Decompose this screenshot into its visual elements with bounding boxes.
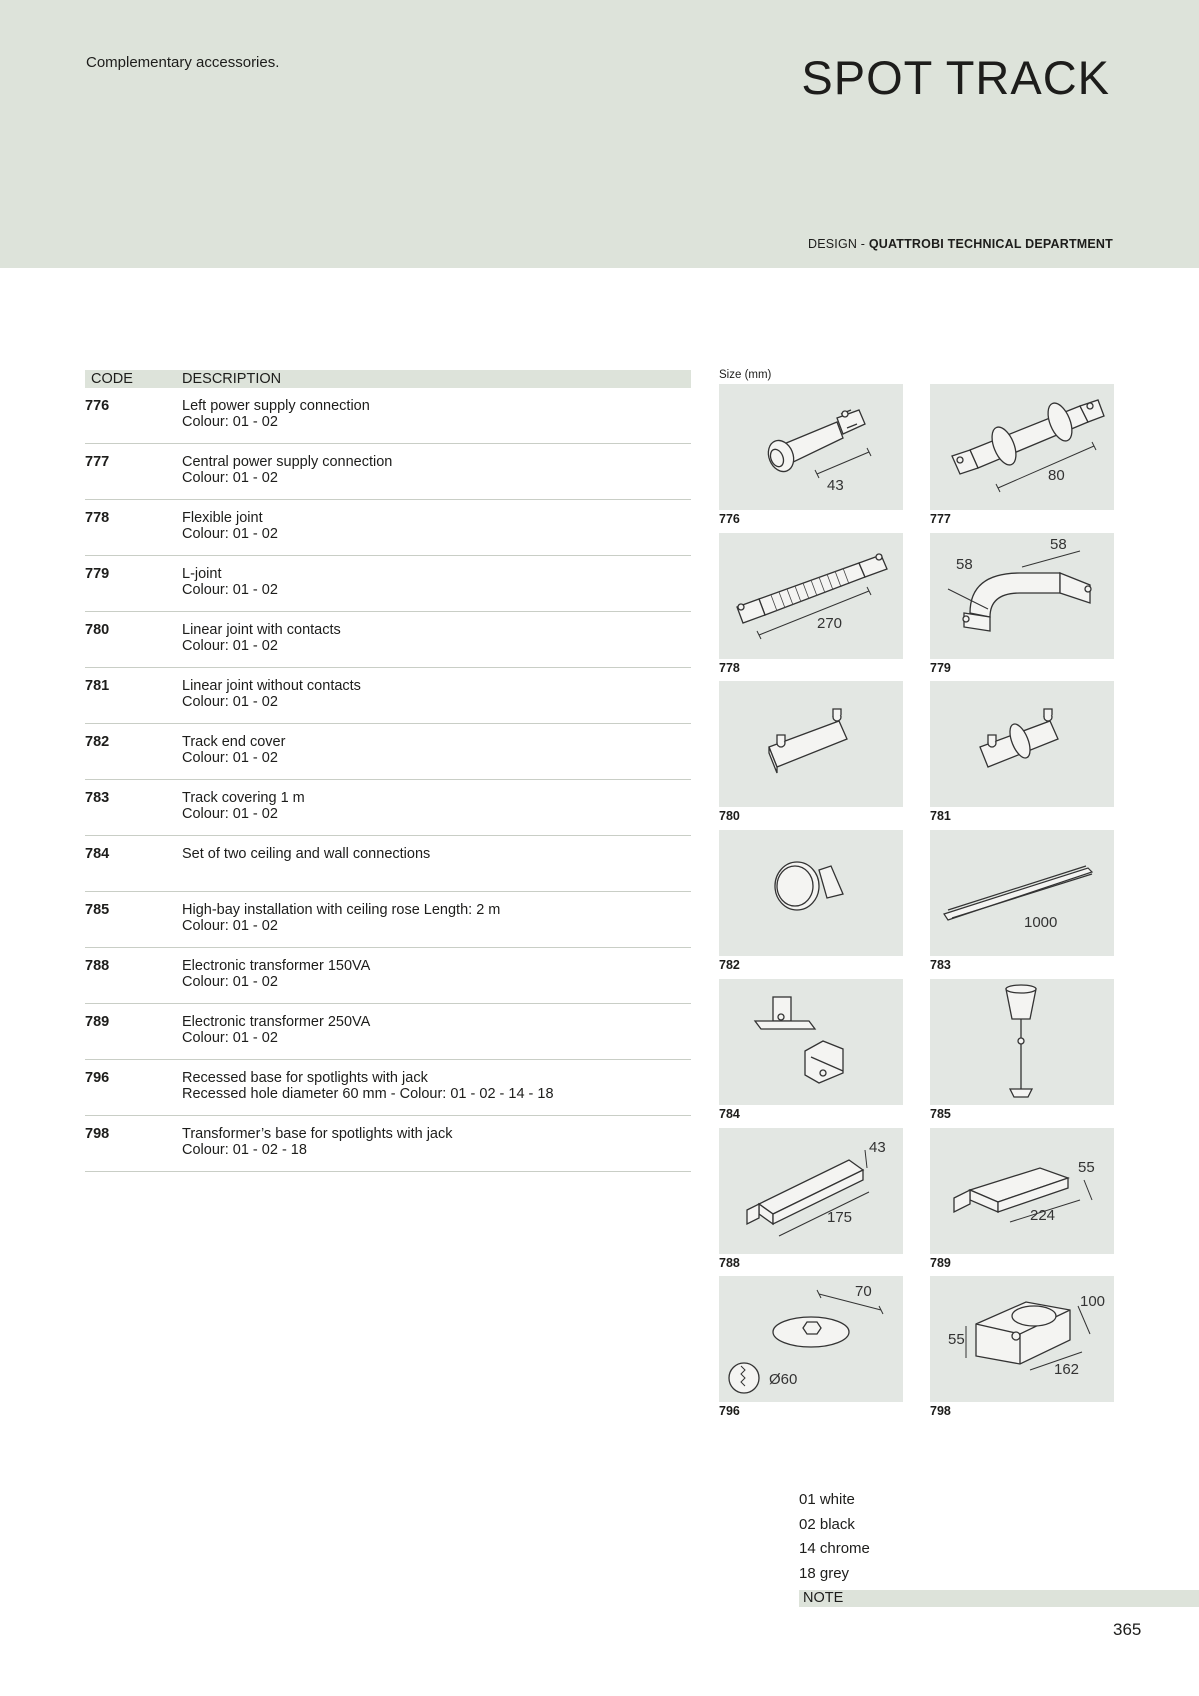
product-code: 780 bbox=[85, 622, 110, 638]
table-row bbox=[85, 612, 691, 668]
transformer-150va-illustration bbox=[719, 1128, 903, 1254]
column-header-code: CODE bbox=[91, 371, 133, 387]
product-image-779 bbox=[930, 533, 1114, 659]
product-code: 782 bbox=[85, 734, 110, 750]
colour-line: Colour: 01 - 02 bbox=[182, 470, 278, 486]
table-body bbox=[85, 388, 691, 1172]
dim-label: 175 bbox=[827, 1209, 853, 1226]
product-image-789 bbox=[930, 1128, 1114, 1254]
linear-joint-no-contacts-illustration bbox=[930, 681, 1114, 807]
description-line: Track end cover bbox=[182, 734, 286, 750]
design-prefix: DESIGN - bbox=[807, 237, 869, 251]
flex-power-connector-illustration bbox=[719, 384, 903, 510]
dim-label: 43 bbox=[869, 1139, 886, 1156]
size-label: Size (mm) bbox=[719, 369, 772, 381]
product-code: 798 bbox=[85, 1126, 110, 1142]
colour-line: Colour: 01 - 02 bbox=[182, 750, 278, 766]
tile-code: 783 bbox=[930, 958, 951, 972]
dim-label: 270 bbox=[817, 615, 843, 632]
product-code: 776 bbox=[85, 398, 110, 414]
description-line: L-joint bbox=[182, 566, 222, 582]
product-description bbox=[182, 388, 370, 443]
dim-label: 224 bbox=[1030, 1207, 1056, 1224]
colour-legend bbox=[799, 1488, 870, 1586]
tile-code: 782 bbox=[719, 958, 740, 972]
linear-joint-contacts-illustration bbox=[719, 681, 903, 807]
page-subtitle: Complementary accessories. bbox=[86, 54, 280, 71]
tile-code: 798 bbox=[930, 1404, 951, 1418]
colour-item: 02 black bbox=[799, 1515, 855, 1533]
dim-label: 55 bbox=[1078, 1159, 1095, 1176]
track-covering-illustration bbox=[930, 830, 1114, 956]
product-description bbox=[182, 500, 278, 555]
description-line: Transformer’s base for spotlights with jack bbox=[182, 1126, 453, 1142]
product-table bbox=[85, 370, 691, 1172]
dim-label: 80 bbox=[1048, 467, 1065, 484]
colour-line: Colour: 01 - 02 bbox=[182, 918, 278, 934]
tile-code: 776 bbox=[719, 512, 740, 526]
table-row bbox=[85, 948, 691, 1004]
description-line: High-bay installation with ceiling rose Length: 2 m bbox=[182, 902, 501, 918]
tile-code: 779 bbox=[930, 661, 951, 675]
product-image-788 bbox=[719, 1128, 903, 1254]
product-description bbox=[182, 948, 370, 1003]
product-image-796 bbox=[719, 1276, 903, 1402]
description-line: Left power supply connection bbox=[182, 398, 370, 414]
design-credit bbox=[808, 237, 1113, 251]
dim-label: Ø60 bbox=[769, 1371, 798, 1388]
table-row bbox=[85, 724, 691, 780]
tile-code: 777 bbox=[930, 512, 951, 526]
table-row bbox=[85, 780, 691, 836]
colour-line: Recessed hole diameter 60 mm - Colour: 01 - 02 - 14 - 18 bbox=[182, 1086, 554, 1102]
tile-code: 796 bbox=[719, 1404, 740, 1418]
description-line: Set of two ceiling and wall connections bbox=[182, 846, 431, 862]
product-code: 781 bbox=[85, 678, 110, 694]
product-code: 779 bbox=[85, 566, 110, 582]
table-row bbox=[85, 444, 691, 500]
product-description bbox=[182, 836, 430, 891]
dim-label: 100 bbox=[1080, 1293, 1106, 1310]
table-header bbox=[85, 370, 691, 388]
description-line: Linear joint with contacts bbox=[182, 622, 341, 638]
page-number: 365 bbox=[1113, 1620, 1142, 1639]
dim-label: 1000 bbox=[1024, 914, 1058, 931]
central-power-connector-illustration bbox=[930, 384, 1114, 510]
design-name: QUATTROBI TECHNICAL DEPARTMENT bbox=[868, 237, 1113, 251]
colour-line: Colour: 01 - 02 - 18 bbox=[182, 1142, 307, 1158]
colour-line: Colour: 01 - 02 bbox=[182, 1030, 278, 1046]
dim-label: 70 bbox=[855, 1283, 872, 1300]
description-line: Linear joint without contacts bbox=[182, 678, 361, 694]
table-row bbox=[85, 1004, 691, 1060]
table-row bbox=[85, 388, 691, 444]
table-row bbox=[85, 556, 691, 612]
colour-item: 18 grey bbox=[799, 1564, 850, 1582]
description-line: Recessed base for spotlights with jack bbox=[182, 1070, 428, 1086]
product-code: 783 bbox=[85, 790, 110, 806]
product-image-781 bbox=[930, 681, 1114, 807]
product-description bbox=[182, 780, 305, 835]
product-image-776 bbox=[719, 384, 903, 510]
note-label: NOTE bbox=[803, 1590, 844, 1606]
column-header-description: DESCRIPTION bbox=[182, 371, 282, 387]
tile-code: 784 bbox=[719, 1107, 740, 1121]
product-image-782 bbox=[719, 830, 903, 956]
header-band bbox=[0, 0, 1199, 268]
tile-code: 788 bbox=[719, 1256, 740, 1270]
dim-label: 43 bbox=[827, 477, 844, 494]
colour-line: Colour: 01 - 02 bbox=[182, 414, 278, 430]
product-description bbox=[182, 612, 341, 667]
tile-code: 789 bbox=[930, 1256, 951, 1270]
product-description bbox=[182, 892, 500, 947]
high-bay-installation-illustration bbox=[930, 979, 1114, 1105]
l-joint-illustration bbox=[930, 533, 1114, 659]
colour-line: Colour: 01 - 02 bbox=[182, 806, 278, 822]
product-code: 789 bbox=[85, 1014, 110, 1030]
product-image-780 bbox=[719, 681, 903, 807]
table-row bbox=[85, 668, 691, 724]
description-line: Central power supply connection bbox=[182, 454, 393, 470]
product-description bbox=[182, 1060, 554, 1115]
dim-label: 162 bbox=[1054, 1361, 1080, 1378]
product-image-778 bbox=[719, 533, 903, 659]
table-row bbox=[85, 1060, 691, 1116]
table-row bbox=[85, 892, 691, 948]
product-code: 778 bbox=[85, 510, 110, 526]
product-code: 777 bbox=[85, 454, 110, 470]
product-image-798 bbox=[930, 1276, 1114, 1402]
table-row bbox=[85, 1116, 691, 1172]
ceiling-wall-connections-illustration bbox=[719, 979, 903, 1105]
transformer-250va-illustration bbox=[930, 1128, 1114, 1254]
flexible-joint-illustration bbox=[719, 533, 903, 659]
recessed-base-illustration bbox=[719, 1276, 903, 1402]
tile-code: 780 bbox=[719, 809, 740, 823]
description-line: Track covering 1 m bbox=[182, 790, 305, 806]
product-description bbox=[182, 1004, 370, 1059]
product-image-784 bbox=[719, 979, 903, 1105]
product-image-785 bbox=[930, 979, 1114, 1105]
product-image-783 bbox=[930, 830, 1114, 956]
page-title: SPOT TRACK bbox=[801, 51, 1110, 104]
description-line: Flexible joint bbox=[182, 510, 263, 526]
colour-line: Colour: 01 - 02 bbox=[182, 526, 278, 542]
product-description bbox=[182, 1116, 453, 1171]
product-code: 785 bbox=[85, 902, 110, 918]
product-code: 784 bbox=[85, 846, 110, 862]
colour-line: Colour: 01 - 02 bbox=[182, 582, 278, 598]
product-image-777 bbox=[930, 384, 1114, 510]
product-description bbox=[182, 668, 361, 723]
colour-line: Colour: 01 - 02 bbox=[182, 974, 278, 990]
product-code: 796 bbox=[85, 1070, 110, 1086]
dim-label: 58 bbox=[1050, 536, 1067, 553]
tile-code: 781 bbox=[930, 809, 951, 823]
product-code: 788 bbox=[85, 958, 110, 974]
product-description bbox=[182, 556, 278, 611]
dim-label: 55 bbox=[948, 1331, 965, 1348]
product-description bbox=[182, 724, 285, 779]
tile-code: 785 bbox=[930, 1107, 951, 1121]
description-line: Electronic transformer 250VA bbox=[182, 1014, 371, 1030]
product-description bbox=[182, 444, 392, 499]
colour-item: 01 white bbox=[799, 1491, 855, 1508]
colour-line: Colour: 01 - 02 bbox=[182, 694, 278, 710]
table-row bbox=[85, 836, 691, 892]
transformer-base-illustration bbox=[930, 1276, 1114, 1402]
colour-line: Colour: 01 - 02 bbox=[182, 638, 278, 654]
track-end-cover-illustration bbox=[719, 830, 903, 956]
note-bar bbox=[799, 1590, 1199, 1607]
table-row bbox=[85, 500, 691, 556]
dim-label: 58 bbox=[956, 556, 973, 573]
description-line: Electronic transformer 150VA bbox=[182, 958, 371, 974]
colour-item: 14 chrome bbox=[799, 1540, 870, 1557]
tile-code: 778 bbox=[719, 661, 740, 675]
